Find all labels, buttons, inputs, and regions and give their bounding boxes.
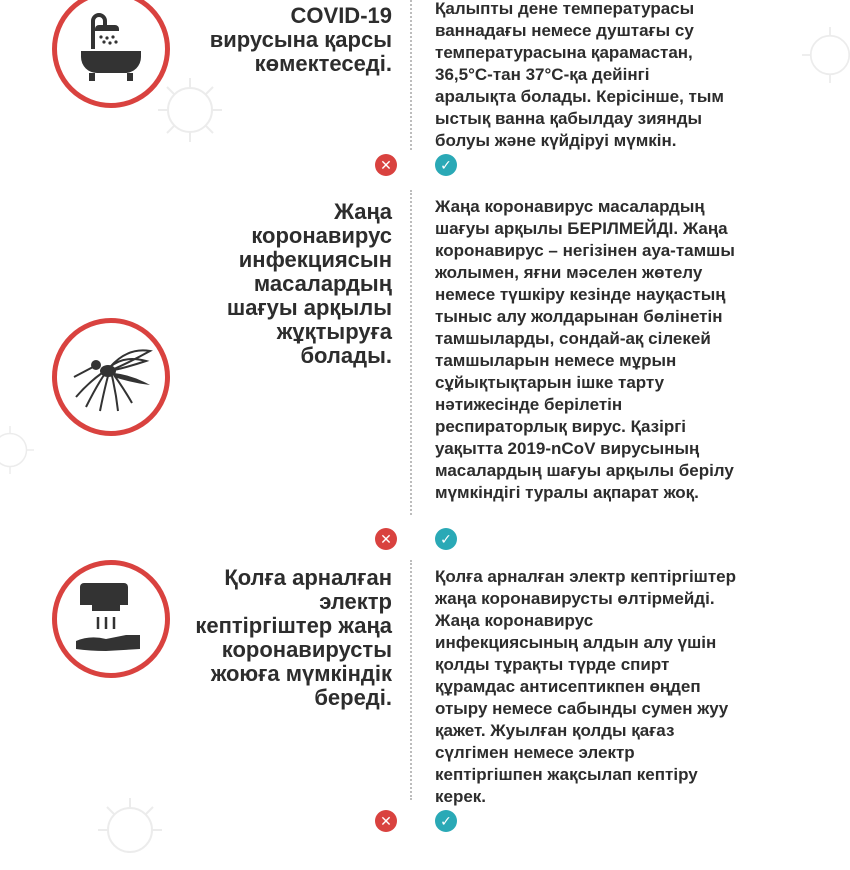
- false-badge-icon: ✕: [375, 154, 397, 176]
- hand-dryer-icon: [52, 560, 170, 678]
- false-badge-icon: ✕: [375, 810, 397, 832]
- mosquito-icon: [52, 318, 170, 436]
- virus-decoration-icon: [795, 20, 850, 90]
- column-divider: [410, 560, 412, 800]
- column-divider: [410, 0, 412, 150]
- true-badge-icon: ✓: [435, 528, 457, 550]
- virus-decoration-icon: [90, 790, 170, 870]
- fact-text: Жаңа коронавирус масалардың шағуы арқылы БЕРІЛМЕЙДІ. Жаңа коронавирус – негізінен ауа-тамшы жолымен, яғни мәселен жөтелу немесе түшкіру кезінде науқастың тыныс алу жолдарынан бөлінетін тамшыларды, сондай-ақ сілекей тамшыларын немесе мұрын сұйықтықтарын ішке тарту нәтижесінде берілетін респираторлық вирус. Қазіргі уақытта 2019-nCoV вирусының масалардың шағуы арқылы берілу мүмкіндігі туралы ақпарат жоқ.: [435, 197, 735, 502]
- false-badge-icon: ✕: [375, 528, 397, 550]
- fact-text: Қалыпты дене температурасы ваннадағы немесе душтағы су температурасына қарамастан, 36,5°С-тан 37°С-қа дейінгі аралықта болады. Керісінше, тым ыстық ванна қабылдау зиянды болуы және күйдіруі мүмкін.: [435, 0, 724, 150]
- column-divider: [410, 190, 412, 515]
- myth-text: Жаңа коронавирус инфекциясын масалардың шағуы арқылы жұқтыруға болады.: [226, 199, 392, 368]
- virus-decoration-icon: [0, 420, 40, 480]
- myth-text: COVID-19 вирусына қарсы көмектеседі.: [209, 3, 392, 76]
- fact-text: Қолға арналған электр кептіргіштер жаңа коронавирусты өлтірмейді. Жаңа коронавирус инфекциясының алдын алу үшін қолды тұрақты түрде спирт құрамдас антисептикпен өңдеп отыру немесе сабынды сумен жуу қажет. Жуылған қолды қағаз сүлгімен немесе электр кептіргішпен жақсылап кептіру керек.: [435, 567, 737, 806]
- true-badge-icon: ✓: [435, 810, 457, 832]
- virus-decoration-icon: [150, 70, 230, 150]
- true-badge-icon: ✓: [435, 154, 457, 176]
- myth-text: Қолға арналған электр кептіргіштер жаңа коронавирусты жоюға мүмкіндік береді.: [195, 565, 392, 710]
